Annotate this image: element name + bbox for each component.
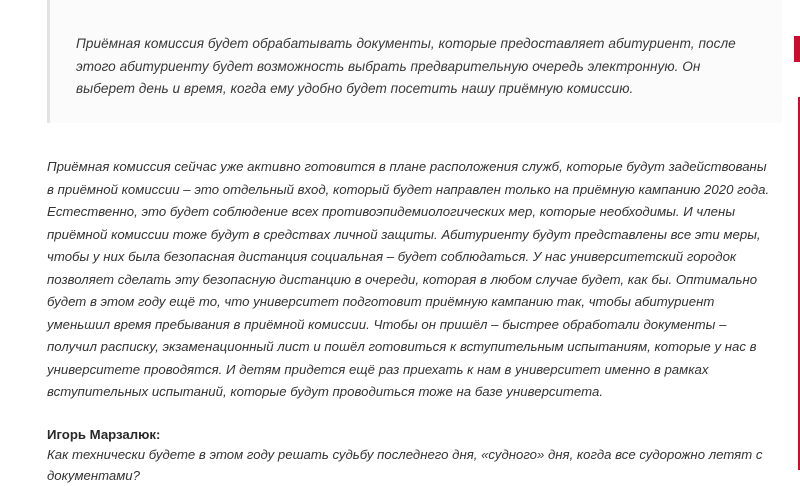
blockquote [47,0,782,123]
speaker-question: Как технически будете в этом году решать судьбу последнего дня, «судного» дня, когда все судорожно летят с документами? [47,446,763,483]
speaker-block [47,425,782,486]
speaker-name: Игорь Марзалюк: [47,426,161,442]
right-edge-accent-top [794,36,800,62]
article-content [47,0,782,486]
body-paragraph: Приёмная комиссия сейчас уже активно готовится в плане расположения служб, которые будут задействованы в приёмной комиссии – это отдельный вход, который будет направлен только на приёмную кампанию 2020 года. Естественно, это будет соблюдение всех противоэпидемиологических мер, которые необходимы. И члены приёмной комиссии тоже будут в средствах личной защиты. Абитуриенту будут представлены все эти меры, чтобы у них была безопасная дистанция социальная – будет соблюдаться. У нас университетский городок позволяет сделать эту безопасную дистанцию в очереди, которая в любом случае будет, как бы. Оптимально будет в этом году ещё то, что университет подготовит приёмную кампанию так, чтобы абитуриент уменьшил время пребывания в приёмной комиссии. Чтобы он пришёл – быстрее обработали документы – получил расписку, экзаменационный лист и пошёл готовиться к вступительным испытаниям, которые у нас в университете проводятся. И детям придется ещё раз приехать к нам в университет именно в рамках вступительных испытаний, которые будут проводиться тоже на базе университета. [47,159,770,399]
quote-text: Приёмная комиссия будет обрабатывать документы, которые предоставляет абитуриент, после этого абитуриенту будет возможность выбрать предварительную очередь электронную. Он выберет день и время, когда ему удобно будет посетить нашу приёмную комиссию. [76,36,736,96]
